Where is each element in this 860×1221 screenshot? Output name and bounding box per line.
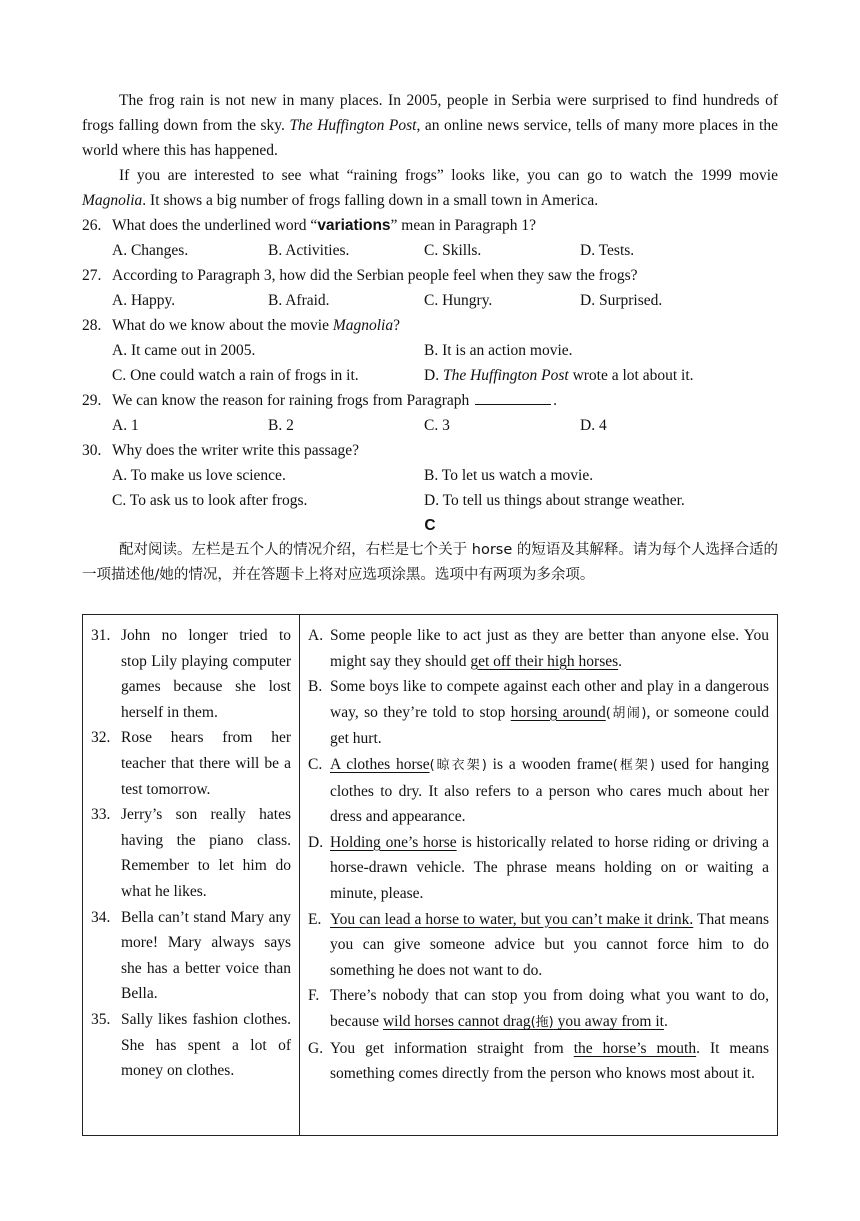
question-text: [112, 313, 400, 338]
paragraph-movie: [82, 163, 778, 213]
options-30-row1: [82, 463, 778, 488]
option-text: wrote a lot about it.: [568, 367, 694, 384]
options-30-row2: [82, 488, 778, 513]
option-F: [308, 983, 769, 1035]
source-name: The Huffington Post: [289, 117, 417, 134]
person-34: [91, 905, 291, 1007]
option-d[interactable]: D. Tests.: [580, 242, 635, 259]
option-letter: C.: [308, 755, 323, 773]
option-b[interactable]: B. It is an action movie.: [424, 342, 573, 359]
option-E: [308, 907, 769, 984]
options-28-row1: [82, 338, 778, 363]
paragraph-text: , an online news service, tells of many more places in the world where this has happened.: [82, 117, 778, 159]
chinese-gloss: (框架): [612, 757, 655, 773]
option-a[interactable]: A. Changes.: [112, 242, 189, 259]
people-column: [83, 615, 300, 1136]
chinese-gloss: (晾衣架): [429, 757, 487, 773]
item-text: John no longer tried to stop Lily playing computer games because she lost herself in them.: [121, 627, 291, 721]
option-text-part: That means you can give someone advice but you cannot force him to do something he does not want to do.: [330, 910, 769, 979]
option-text: [330, 1036, 769, 1087]
option-letter: A.: [308, 627, 324, 644]
options-26: [82, 238, 778, 263]
option-b[interactable]: B. 2: [268, 417, 294, 434]
option-letter: B.: [308, 678, 323, 696]
item-number: 34.: [91, 908, 111, 926]
option-text-part: is a wooden frame: [486, 755, 613, 773]
person-32: [91, 725, 291, 802]
option-a[interactable]: A. To make us love science.: [112, 467, 286, 484]
horse-phrase: the horse’s mouth: [573, 1039, 697, 1057]
question-text: According to Paragraph 3, how did the Serbian people feel when they saw the frogs?: [112, 267, 638, 284]
horse-phrase: horsing around: [510, 703, 606, 721]
horse-phrase: You can lead a horse to water, but you can’t make it drink.: [330, 910, 694, 928]
question-number: 28.: [82, 317, 102, 334]
question-27: [82, 263, 778, 288]
answer-blank[interactable]: [475, 390, 551, 405]
option-text-part: Some boys like to compete against each other and play in a dangerous way, so they’re told to stop: [330, 678, 769, 721]
option-text: [330, 623, 769, 674]
option-d[interactable]: D. Surprised.: [580, 292, 663, 309]
horse-phrase: Holding one’s horse: [330, 833, 457, 851]
option-text-part: Some people like to act just as they are better than anyone else. You might say they should: [330, 627, 769, 670]
option-a[interactable]: A. Happy.: [112, 292, 176, 309]
horse-phrase-part: you away from it: [553, 1012, 664, 1030]
movie-title: Magnolia: [82, 192, 143, 209]
question-text: [112, 388, 557, 413]
option-letter: D.: [424, 367, 443, 384]
paragraph-text: The frog rain is not new in many places. In 2005, people in Serbia were surprised to find hundreds of frogs falling down from the sky.: [82, 92, 778, 134]
paragraph-text: If you are interested to see what “raining frogs” looks like, you can go to watch the 1999 movie: [119, 167, 778, 184]
paragraph-serbia: [82, 88, 778, 163]
option-text: [330, 752, 769, 830]
question-number: 29.: [82, 392, 102, 409]
option-letter: D.: [308, 833, 324, 851]
source-name: The Huffington Post: [442, 367, 569, 384]
item-text: Rose hears from her teacher that there will be a test tomorrow.: [121, 729, 291, 798]
horse-phrase: get off their high horses: [470, 652, 619, 670]
keyword: variations: [317, 217, 391, 234]
question-text: [112, 213, 536, 238]
phrases-column: [300, 615, 778, 1136]
horse-phrase-part: wild horses cannot drag: [382, 1012, 531, 1030]
option-text-part: There’s nobody that can stop you from doing what you want to do, because: [330, 987, 769, 1030]
question-text-part: ” mean in Paragraph 1?: [390, 217, 537, 234]
option-text-part: . It means something comes directly from the person who knows most about it.: [330, 1039, 769, 1083]
section-instructions: 配对阅读。左栏是五个人的情况介绍，右栏是七个关于 horse 的短语及其解释。请为每个人选择合适的一项描述他/她的情况，并在答题卡上将对应选项涂黑。选项中有两项为多余项。: [82, 542, 778, 583]
option-text-part: .: [663, 1012, 668, 1030]
exam-page: [82, 88, 778, 588]
option-a[interactable]: A. 1: [112, 417, 139, 434]
item-number: 32.: [91, 729, 111, 747]
options-28-row2: [82, 363, 778, 388]
chinese-gloss: (拖): [530, 1014, 554, 1030]
question-text-part: What do we know about the movie: [112, 317, 333, 334]
option-text: [330, 830, 769, 907]
item-text: Sally likes fashion clothes. She has spent a lot of money on clothes.: [121, 1010, 291, 1080]
option-G: [308, 1036, 769, 1087]
option-text-part: used for hanging clothes to dry. It also refers to a person who cares much about her dress and appearance.: [330, 755, 769, 826]
question-26: [82, 213, 778, 238]
paragraph-text: . It shows a big number of frogs falling down in a small town in America.: [142, 192, 599, 209]
section-heading: C: [424, 517, 436, 534]
item-text: Bella can’t stand Mary any more! Mary always says she has a better voice than Bella.: [121, 908, 291, 1003]
option-b[interactable]: B. Activities.: [268, 242, 350, 259]
option-letter: G.: [308, 1039, 324, 1057]
option-letter: F.: [308, 987, 320, 1005]
question-29: [82, 388, 778, 413]
option-a[interactable]: A. It came out in 2005.: [112, 342, 256, 359]
movie-title: Magnolia: [332, 317, 394, 334]
option-text: [330, 907, 769, 984]
question-30: [82, 438, 778, 463]
option-b[interactable]: B. Afraid.: [268, 292, 330, 309]
option-c[interactable]: C. 3: [424, 417, 450, 434]
horse-phrase: [383, 1013, 664, 1030]
option-d[interactable]: D. 4: [580, 417, 607, 434]
option-text-part: .: [618, 652, 623, 670]
option-d[interactable]: D. To tell us things about strange weather.: [424, 492, 685, 509]
option-text: [330, 674, 769, 752]
question-number: 30.: [82, 442, 102, 459]
question-text-part: ?: [393, 317, 400, 334]
option-letter: E.: [308, 910, 322, 928]
options-29: [82, 413, 778, 438]
item-number: 33.: [91, 806, 111, 824]
option-c[interactable]: C. Skills.: [424, 242, 482, 259]
option-D: [308, 830, 769, 907]
chinese-gloss: (胡闹): [605, 705, 647, 721]
option-c[interactable]: C. Hungry.: [424, 292, 493, 309]
option-text-part: is historically related to horse riding or driving a horse-drawn vehicle. The phrase means holding on or waiting a minute, please.: [330, 833, 769, 902]
option-text: [330, 983, 769, 1035]
person-31: [91, 623, 291, 725]
options-27: [82, 288, 778, 313]
question-text-part: We can know the reason for raining frogs from Paragraph: [112, 392, 470, 409]
item-number: 31.: [91, 627, 111, 644]
option-A: [308, 623, 769, 674]
option-d[interactable]: [424, 363, 694, 388]
person-35: [91, 1007, 291, 1084]
option-c[interactable]: C. One could watch a rain of frogs in it.: [112, 367, 359, 384]
option-text-part: , or someone could get hurt.: [330, 703, 769, 748]
question-text: Why does the writer write this passage?: [112, 442, 360, 459]
horse-phrase: A clothes horse: [330, 755, 430, 773]
option-C: [308, 752, 769, 830]
option-text-part: You get information straight from: [330, 1039, 574, 1057]
question-text-part: What does the underlined word “: [112, 217, 318, 234]
question-text-part: .: [553, 392, 558, 409]
option-B: [308, 674, 769, 752]
person-33: [91, 802, 291, 904]
item-number: 35.: [91, 1010, 111, 1028]
question-number: 27.: [82, 267, 102, 284]
question-28: [82, 313, 778, 338]
matching-table: [82, 614, 778, 1136]
option-c[interactable]: C. To ask us to look after frogs.: [112, 492, 308, 509]
option-b[interactable]: B. To let us watch a movie.: [424, 467, 594, 484]
question-number: 26.: [82, 217, 102, 234]
item-text: Jerry’s son really hates having the piano class. Remember to let him do what he likes.: [121, 806, 291, 900]
